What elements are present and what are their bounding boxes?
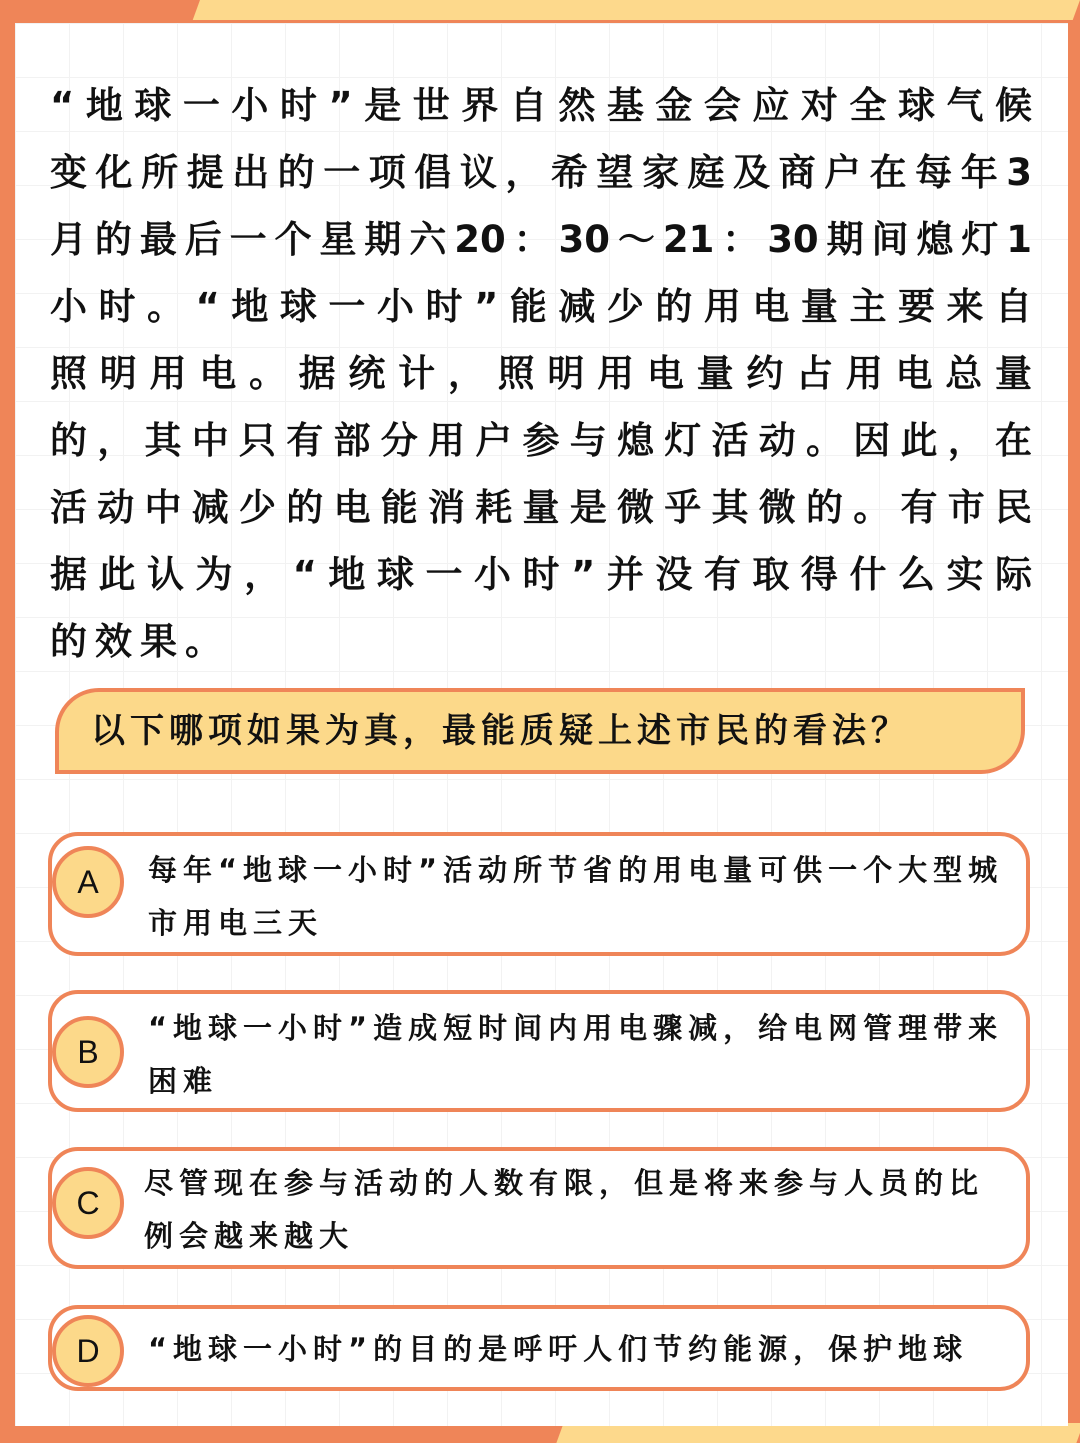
option-a[interactable] (48, 832, 1030, 956)
passage-line: “地球一小时”是世界自然基金会应对全球气候 (50, 84, 1032, 127)
decor-band-top (193, 0, 1080, 20)
passage-line: 小时。“地球一小时”能减少的用电量主要来自 (50, 285, 1032, 328)
option-text: “地球一小时”造成短时间内用电骤减，给电网管理带来困难 (148, 1011, 1004, 1098)
option-letter-badge: B (52, 1016, 124, 1088)
option-d[interactable] (48, 1305, 1030, 1391)
option-letter-badge: D (52, 1315, 124, 1387)
option-text: “地球一小时”的目的是呼吁人们节约能源，保护地球 (148, 1332, 969, 1366)
passage-line: 月的最后一个星期六20：30～21：30期间熄灯1 (50, 218, 1032, 261)
passage-line: 据此认为，“地球一小时”并没有取得什么实际 (50, 553, 1032, 596)
option-text: 尽管现在参与活动的人数有限，但是将来参与人员的比例会越来越大 (144, 1166, 985, 1253)
question-banner: 以下哪项如果为真，最能质疑上述市民的看法？ (55, 688, 1025, 774)
passage-line: 照明用电。据统计，照明用电量约占用电总量 (50, 352, 1032, 395)
passage (50, 72, 1032, 675)
option-b[interactable] (48, 990, 1030, 1112)
option-c[interactable] (48, 1147, 1030, 1269)
option-letter-badge: C (52, 1167, 124, 1239)
passage-line: 变化所提出的一项倡议，希望家庭及商户在每年3 (50, 151, 1032, 194)
passage-line: 的效果。 (50, 620, 230, 663)
passage-line: 的，其中只有部分用户参与熄灯活动。因此，在 (50, 419, 1032, 462)
passage-line: 活动中减少的电能消耗量是微乎其微的。有市民 (50, 486, 1032, 529)
option-text: 每年“地球一小时”活动所节省的用电量可供一个大型城市用电三天 (148, 853, 1004, 940)
decor-band-bottom (556, 1423, 1080, 1443)
option-letter-badge: A (52, 846, 124, 918)
